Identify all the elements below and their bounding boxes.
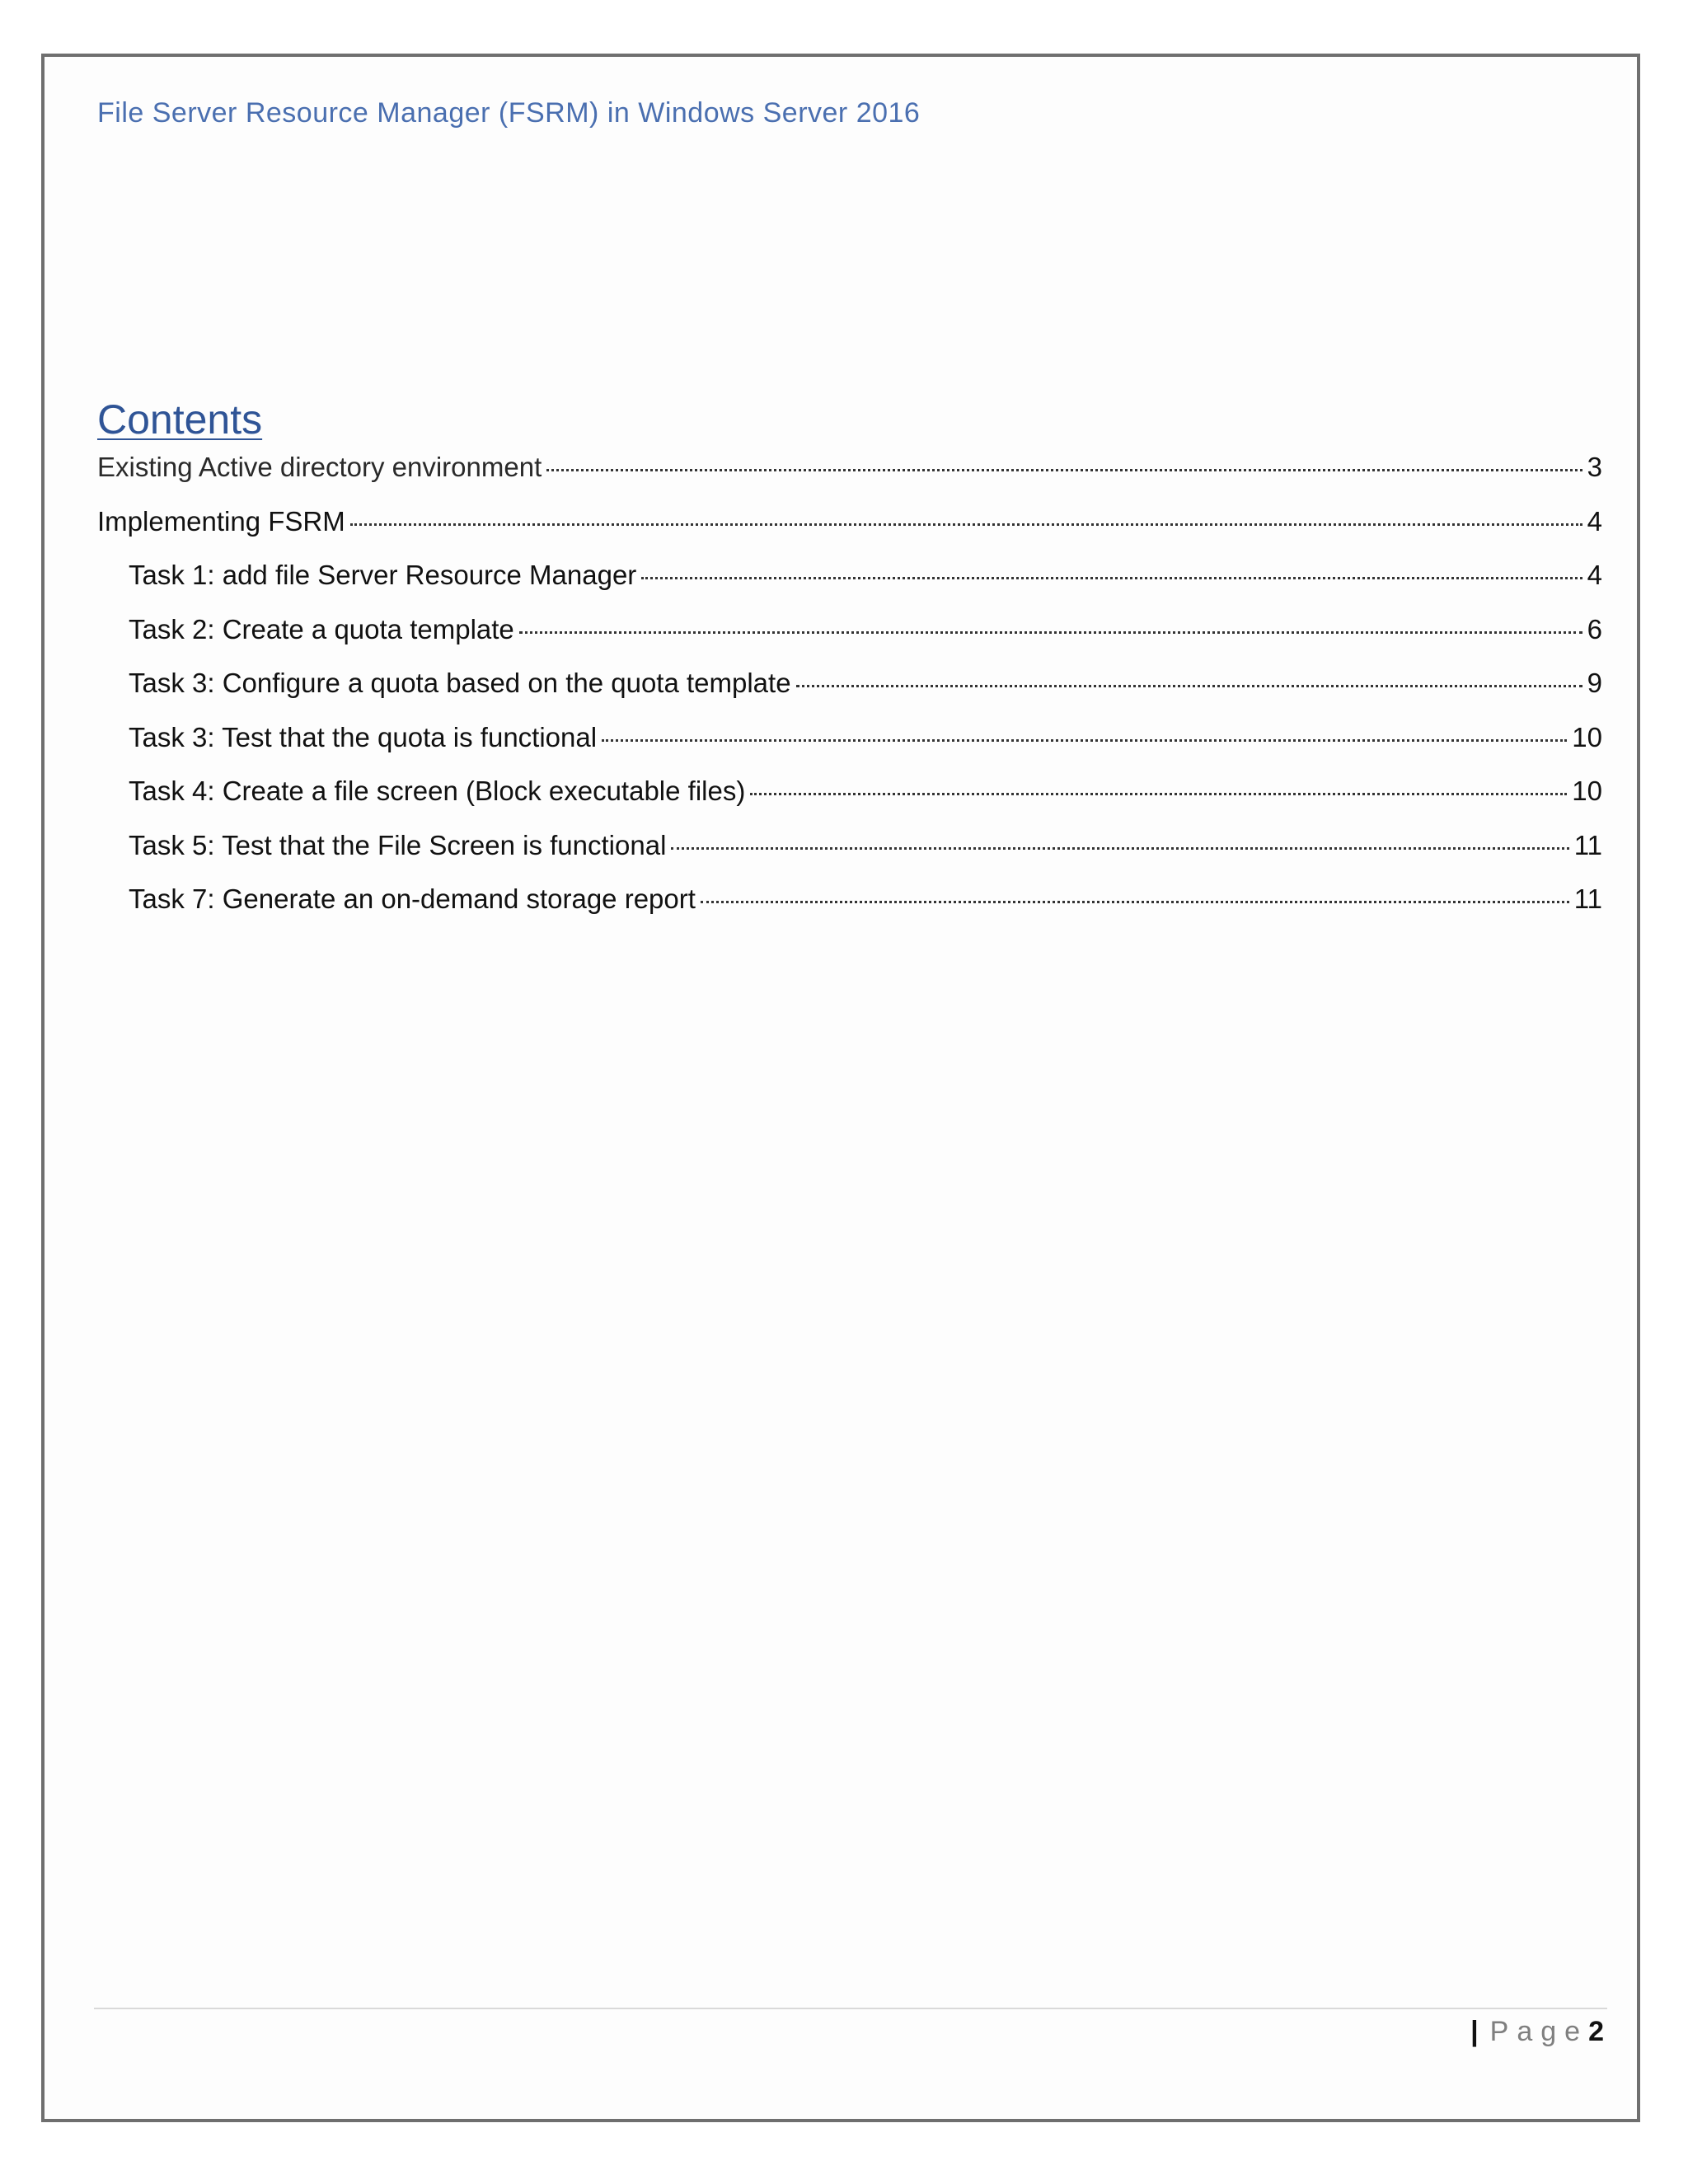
toc-entry-title: Task 7: Generate an on-demand storage report <box>129 883 696 914</box>
toc-entry-title: Existing Active directory environment <box>97 452 542 482</box>
toc-dot-leader <box>602 739 1567 742</box>
toc-heading: Contents <box>97 396 263 443</box>
toc-dot-leader <box>546 469 1582 471</box>
toc-entry[interactable] <box>97 776 1602 830</box>
toc-entry-title: Task 1: add file Server Resource Manager <box>129 560 637 590</box>
toc-entry-page: 9 <box>1587 668 1602 698</box>
toc-entry-title: Task 3: Configure a quota based on the quota template <box>129 668 791 698</box>
table-of-contents <box>97 452 1602 938</box>
footer-page-number: 2 <box>1588 2016 1604 2047</box>
toc-dot-leader <box>350 523 1582 526</box>
toc-entry-title: Task 3: Test that the quota is functional <box>129 721 598 752</box>
toc-entry-title: Task 2: Create a quota template <box>129 613 514 644</box>
toc-entry[interactable] <box>97 452 1602 506</box>
footer-divider <box>94 2008 1607 2009</box>
toc-entry[interactable] <box>97 614 1602 668</box>
toc-entry-title: Task 5: Test that the File Screen is functional <box>129 829 667 860</box>
toc-entry-page: 11 <box>1573 883 1602 914</box>
toc-dot-leader <box>750 793 1567 795</box>
footer-page-label: Page <box>1489 2016 1589 2047</box>
toc-dot-leader <box>519 631 1582 634</box>
toc-entry[interactable] <box>97 830 1602 884</box>
toc-entry-title: Task 4: Create a file screen (Block executable files) <box>129 776 746 806</box>
toc-dot-leader <box>796 685 1582 687</box>
toc-entry[interactable] <box>97 560 1602 614</box>
footer-separator: | <box>1470 2016 1479 2047</box>
toc-entry[interactable] <box>97 883 1602 938</box>
toc-entry-page: 4 <box>1587 505 1602 537</box>
toc-dot-leader <box>701 901 1569 903</box>
page-frame <box>41 54 1640 2122</box>
toc-entry-page: 4 <box>1587 560 1602 590</box>
toc-entry-title: Implementing FSRM <box>97 505 345 537</box>
toc-entry-page: 6 <box>1587 613 1602 644</box>
document-header: File Server Resource Manager (FSRM) in Windows Server 2016 <box>97 97 921 129</box>
toc-entry-page: 10 <box>1572 776 1602 806</box>
toc-entry[interactable] <box>97 722 1602 776</box>
toc-dot-leader <box>671 847 1568 850</box>
toc-entry-page: 11 <box>1573 829 1602 860</box>
toc-dot-leader <box>641 577 1582 579</box>
toc-entry[interactable] <box>97 506 1602 560</box>
toc-entry-page: 3 <box>1587 452 1602 482</box>
page-number-footer <box>1470 2016 1604 2048</box>
toc-entry[interactable] <box>97 668 1602 722</box>
toc-entry-page: 10 <box>1572 721 1602 752</box>
